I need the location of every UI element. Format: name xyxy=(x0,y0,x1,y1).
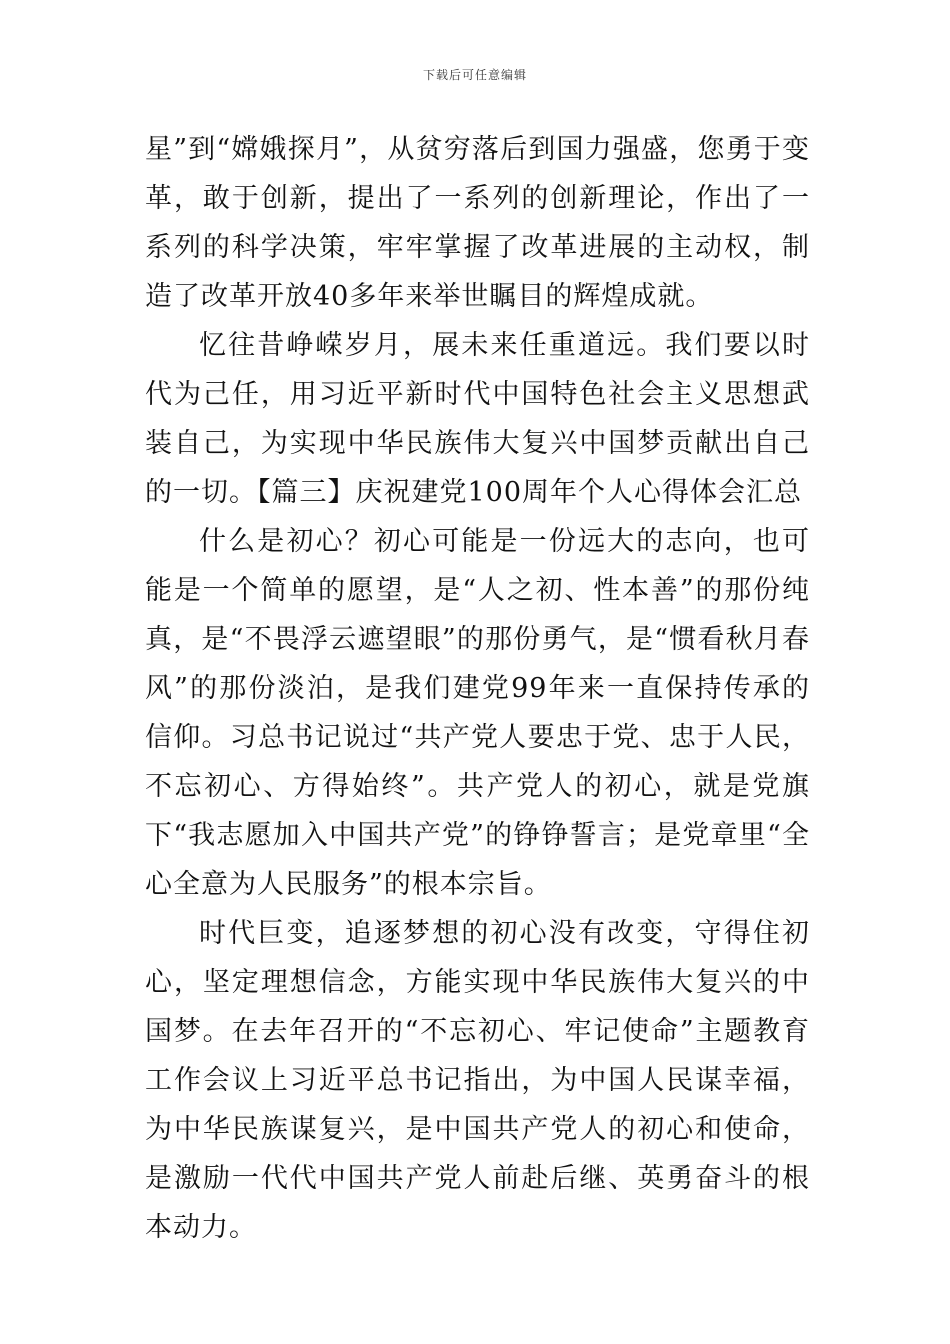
paragraph-3: 什么是初心？初心可能是一份远大的志向，也可能是一个简单的愿望，是“人之初、性本善”的那份纯真，是“不畏浮云遮望眼”的那份勇气，是“惯看秋月春风”的那份淡泊，是我们建党99年来一直保持传承的信仰。习总书记说过“共产党人要忠于党、忠于人民，不忘初心、方得始终”。共产党人的初心，就是党旗下“我志愿加入中国共产党”的铮铮誓言；是党章里“全心全意为人民服务”的根本宗旨。 xyxy=(145,526,810,900)
document-body xyxy=(145,125,810,1252)
paragraph-continuation: 星”到“嫦娥探月”，从贫穷落后到国力强盛，您勇于变革，敢于创新，提出了一系列的创新理论，作出了一系列的科学决策，牢牢掌握了改革进展的主动权，制造了改革开放40多年来举世瞩目的辉煌成就。 xyxy=(145,134,810,312)
header-note: 下载后可任意编辑 xyxy=(422,68,527,82)
paragraph-2: 忆往昔峥嵘岁月，展未来任重道远。我们要以时代为己任，用习近平新时代中国特色社会主义思想武装自己，为实现中华民族伟大复兴中国梦贡献出自己的一切。【篇三】庆祝建党100周年个人心得体会汇总 xyxy=(145,330,810,508)
paragraph-4: 时代巨变，追逐梦想的初心没有改变，守得住初心，坚定理想信念，方能实现中华民族伟大复兴的中国梦。在去年召开的“不忘初心、牢记使命”主题教育工作会议上习近平总书记指出，为中国人民谋幸福，为中华民族谋复兴，是中国共产党人的初心和使命，是激励一代代中国共产党人前赴后继、英勇奋斗的根本动力。 xyxy=(145,918,810,1243)
